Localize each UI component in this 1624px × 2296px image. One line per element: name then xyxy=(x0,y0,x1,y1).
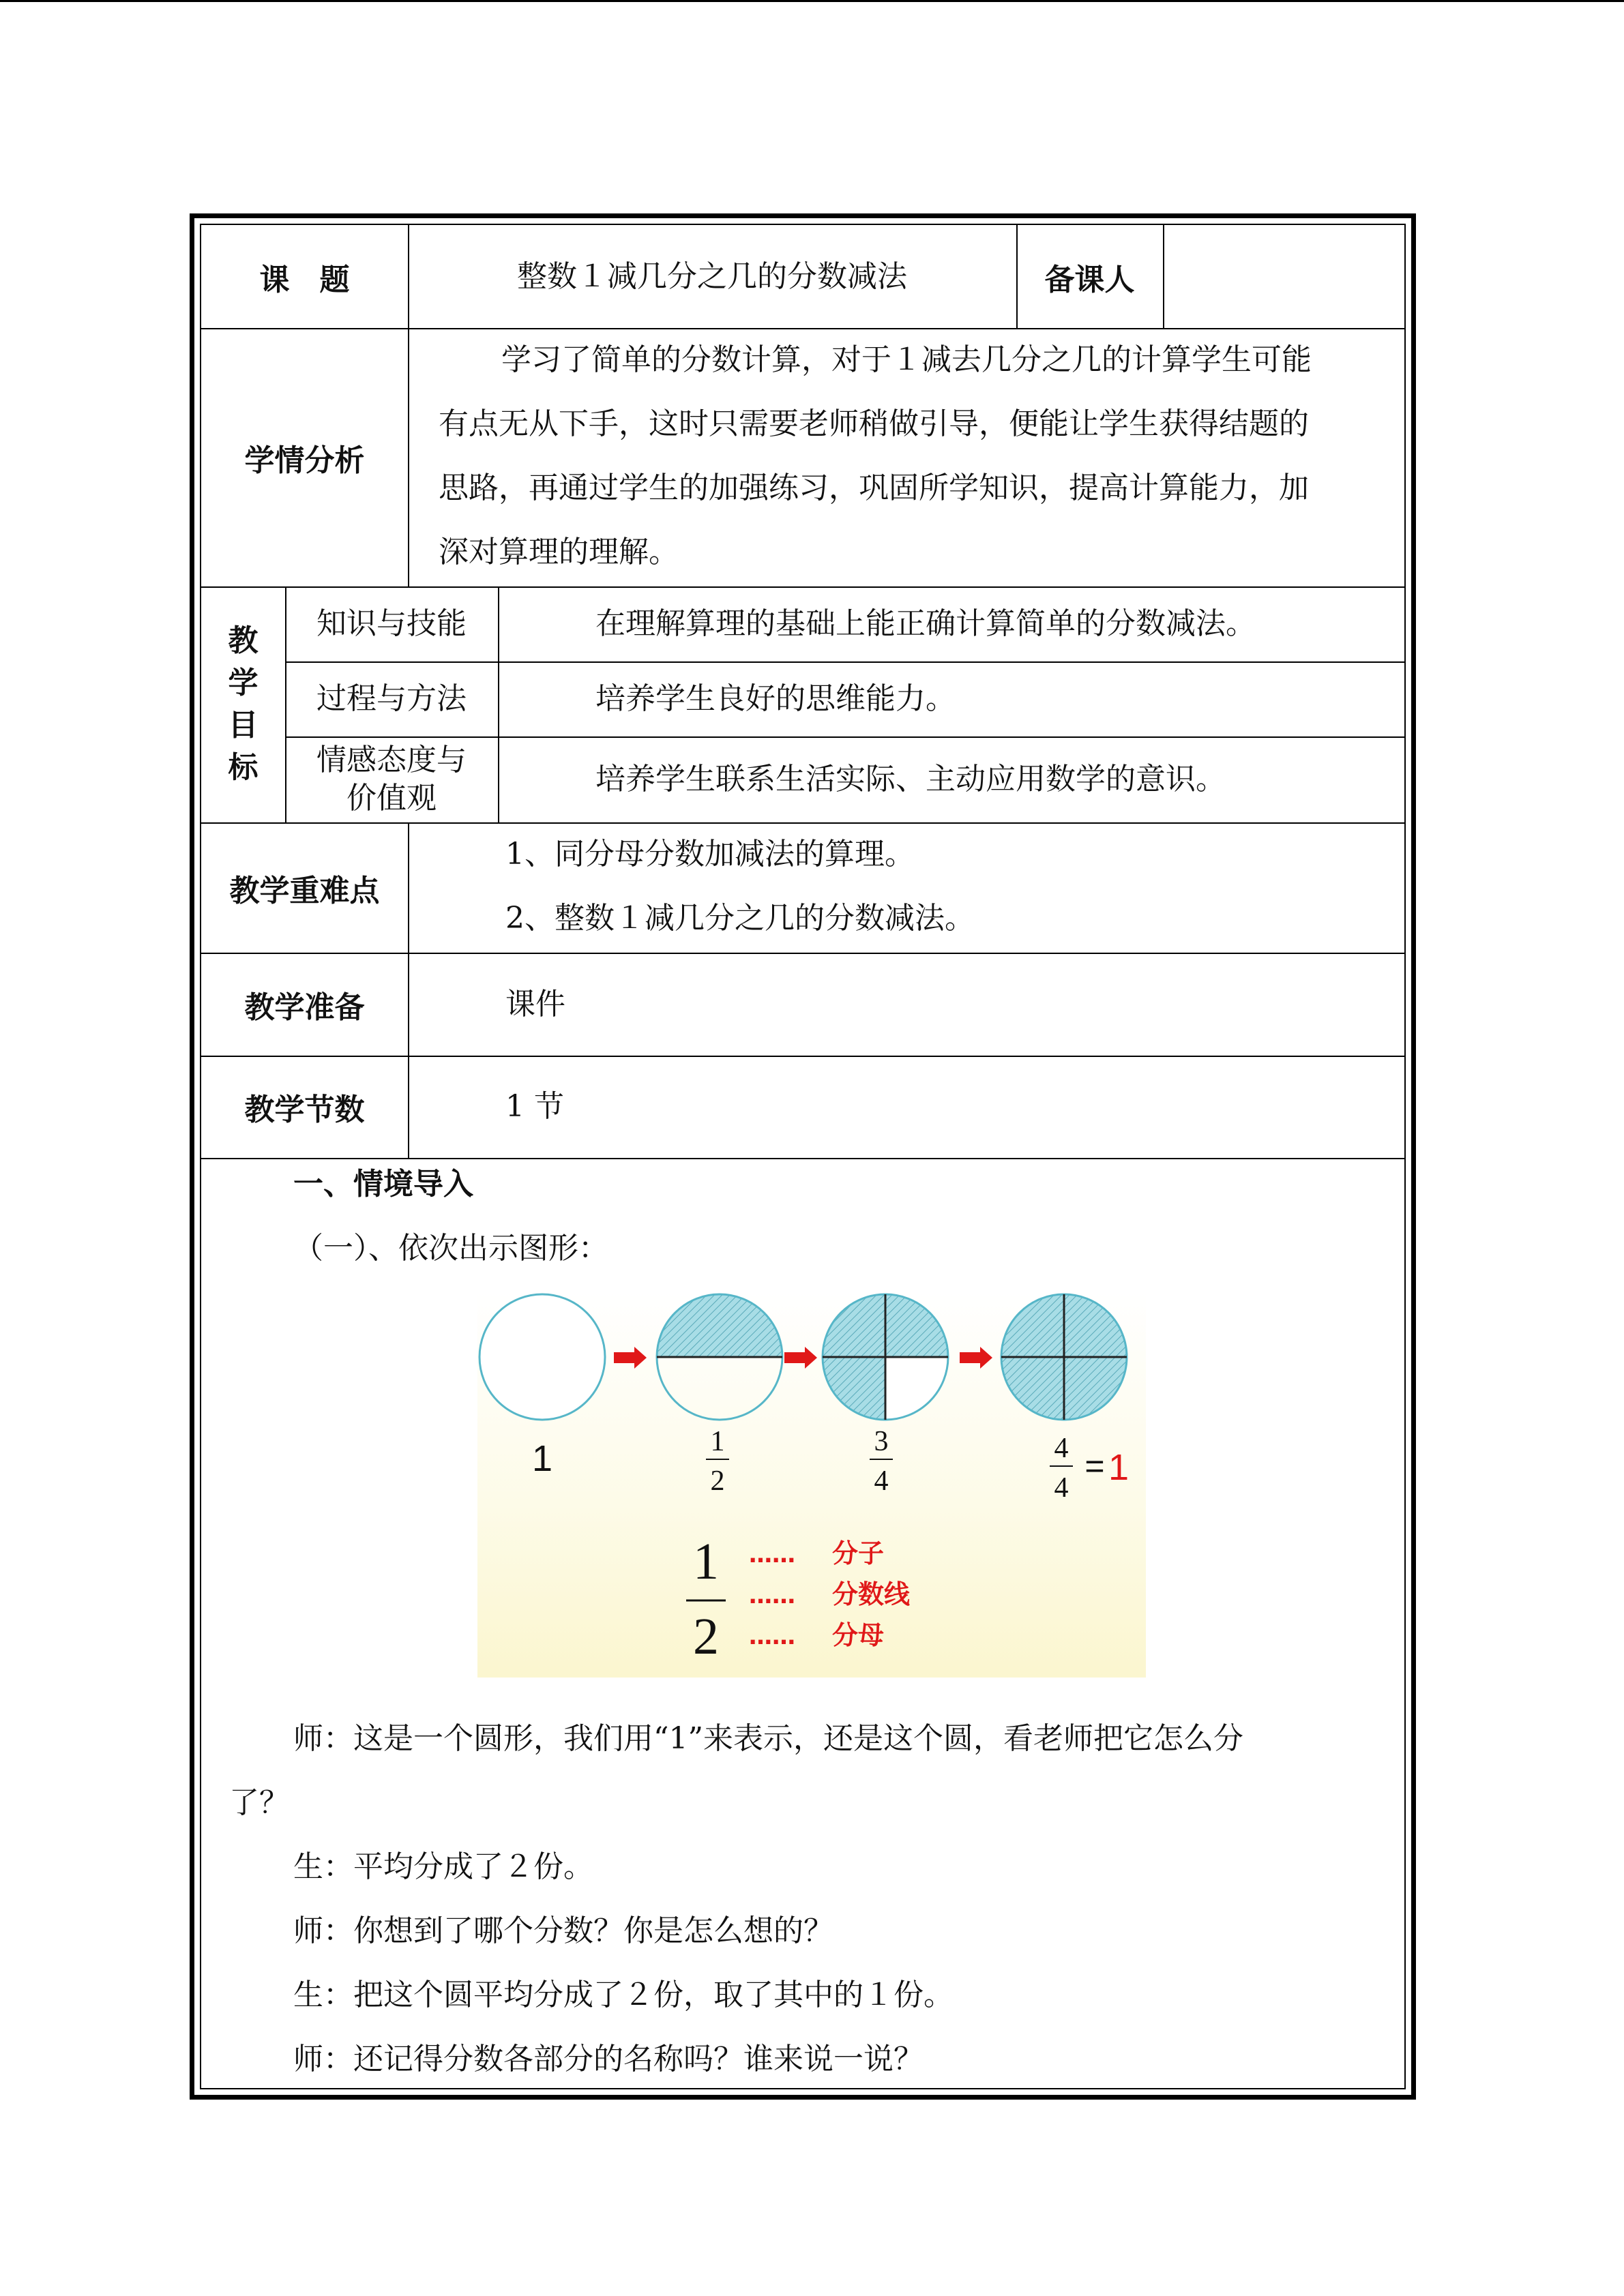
dialogue-line: 了？ xyxy=(229,1785,289,1820)
goal-process-value: 培养学生良好的思维能力。 xyxy=(595,681,956,716)
whole-label: 1 xyxy=(531,1438,553,1479)
equals-value: 1 xyxy=(1108,1447,1130,1488)
fraction-numerator: 3 xyxy=(874,1426,889,1457)
topic-label: 课 题 xyxy=(259,262,350,297)
goals-label-char: 学 xyxy=(228,666,259,700)
col-line xyxy=(498,586,499,823)
dialogue-line: 生：平均分成了２份。 xyxy=(293,1849,593,1884)
part-name-bar: 分数线 xyxy=(832,1579,911,1609)
goal-emotion-label-line: 价值观 xyxy=(346,781,437,816)
goal-knowledge-label: 知识与技能 xyxy=(316,606,467,641)
analysis-text xyxy=(439,328,1393,584)
fraction-numerator: 4 xyxy=(1054,1433,1069,1464)
dialogue-line: 师：还记得分数各部分的名称吗？谁来说一说？ xyxy=(293,2042,924,2076)
analysis-line: 有点无从下手，这时只需要老师稍做引导，便能让学生获得结题的 xyxy=(439,406,1309,441)
goal-knowledge-value: 在理解算理的基础上能正确计算简单的分数减法。 xyxy=(595,606,1256,641)
fraction-figure xyxy=(477,1292,1146,1678)
big-fraction-denominator: 2 xyxy=(693,1608,719,1665)
page-top-border xyxy=(0,0,1624,2)
big-fraction-numerator: 1 xyxy=(693,1533,719,1590)
analysis-line: 思路，再通过学生的加强练习，巩固所学知识，提高计算能力，加 xyxy=(439,471,1309,505)
keypoint-item: 1、同分母分数加减法的算理。 xyxy=(505,837,915,871)
fraction-denominator: 4 xyxy=(1054,1472,1069,1504)
half-circle xyxy=(657,1294,782,1420)
part-dots: …… xyxy=(749,1541,795,1568)
fraction-numerator: 1 xyxy=(710,1426,725,1457)
col-line xyxy=(408,822,409,1159)
full-circle xyxy=(1001,1294,1127,1420)
fraction-figure-svg xyxy=(477,1292,1146,1678)
whole-circle xyxy=(479,1294,605,1420)
topic-value: 整数１减几分之几的分数减法 xyxy=(517,259,907,294)
keypoints-list xyxy=(505,822,975,951)
arrow-icon xyxy=(784,1347,817,1369)
keypoint-item: 2、整数１减几分之几的分数减法。 xyxy=(505,901,975,936)
prep-value: 课件 xyxy=(505,987,565,1022)
goal-process-label: 过程与方法 xyxy=(316,681,467,716)
section-title: 一、情境导入 xyxy=(293,1167,473,1202)
goal-emotion-label xyxy=(285,736,498,822)
preparer-value[interactable] xyxy=(1163,225,1404,328)
prep-label: 教学准备 xyxy=(244,989,365,1025)
goals-label-char: 目 xyxy=(228,708,259,743)
fraction-denominator: 2 xyxy=(710,1465,725,1497)
dialogue-line: 师：这是一个圆形，我们用“1”来表示，还是这个圆，看老师把它怎么分 xyxy=(293,1721,1243,1756)
arrow-icon xyxy=(960,1347,992,1369)
goal-emotion-label-line: 情感态度与 xyxy=(316,743,467,777)
goals-label-char: 教 xyxy=(228,623,259,658)
analysis-label: 学情分析 xyxy=(244,443,365,478)
fraction-denominator: 4 xyxy=(874,1465,889,1497)
analysis-line: 深对算理的理解。 xyxy=(439,535,679,569)
dialogue-line: 生：把这个圆平均分成了２份，取了其中的１份。 xyxy=(293,1978,954,2012)
keypoints-label: 教学重难点 xyxy=(229,873,380,908)
goals-label-char: 标 xyxy=(228,750,259,785)
part-name-denominator: 分母 xyxy=(832,1620,885,1650)
part-dots: …… xyxy=(749,1582,795,1609)
dialogue-line: 师：你想到了哪个分数？你是怎么想的？ xyxy=(293,1913,833,1948)
periods-label: 教学节数 xyxy=(244,1092,365,1127)
periods-value: 1 节 xyxy=(505,1089,564,1124)
part-name-numerator: 分子 xyxy=(832,1538,885,1568)
goal-emotion-value: 培养学生联系生活实际、主动应用数学的意识。 xyxy=(595,762,1226,796)
part-dots: …… xyxy=(749,1623,795,1650)
arrow-icon xyxy=(614,1347,647,1369)
analysis-line: 学习了简单的分数计算，对于１减去几分之几的计算学生可能 xyxy=(501,342,1312,377)
equals-sign: = xyxy=(1084,1447,1105,1485)
goals-label xyxy=(201,586,285,822)
preparer-label: 备课人 xyxy=(1044,262,1135,297)
sub-title: （一）、依次出示图形： xyxy=(293,1231,608,1266)
three-quarter-circle xyxy=(823,1294,948,1420)
